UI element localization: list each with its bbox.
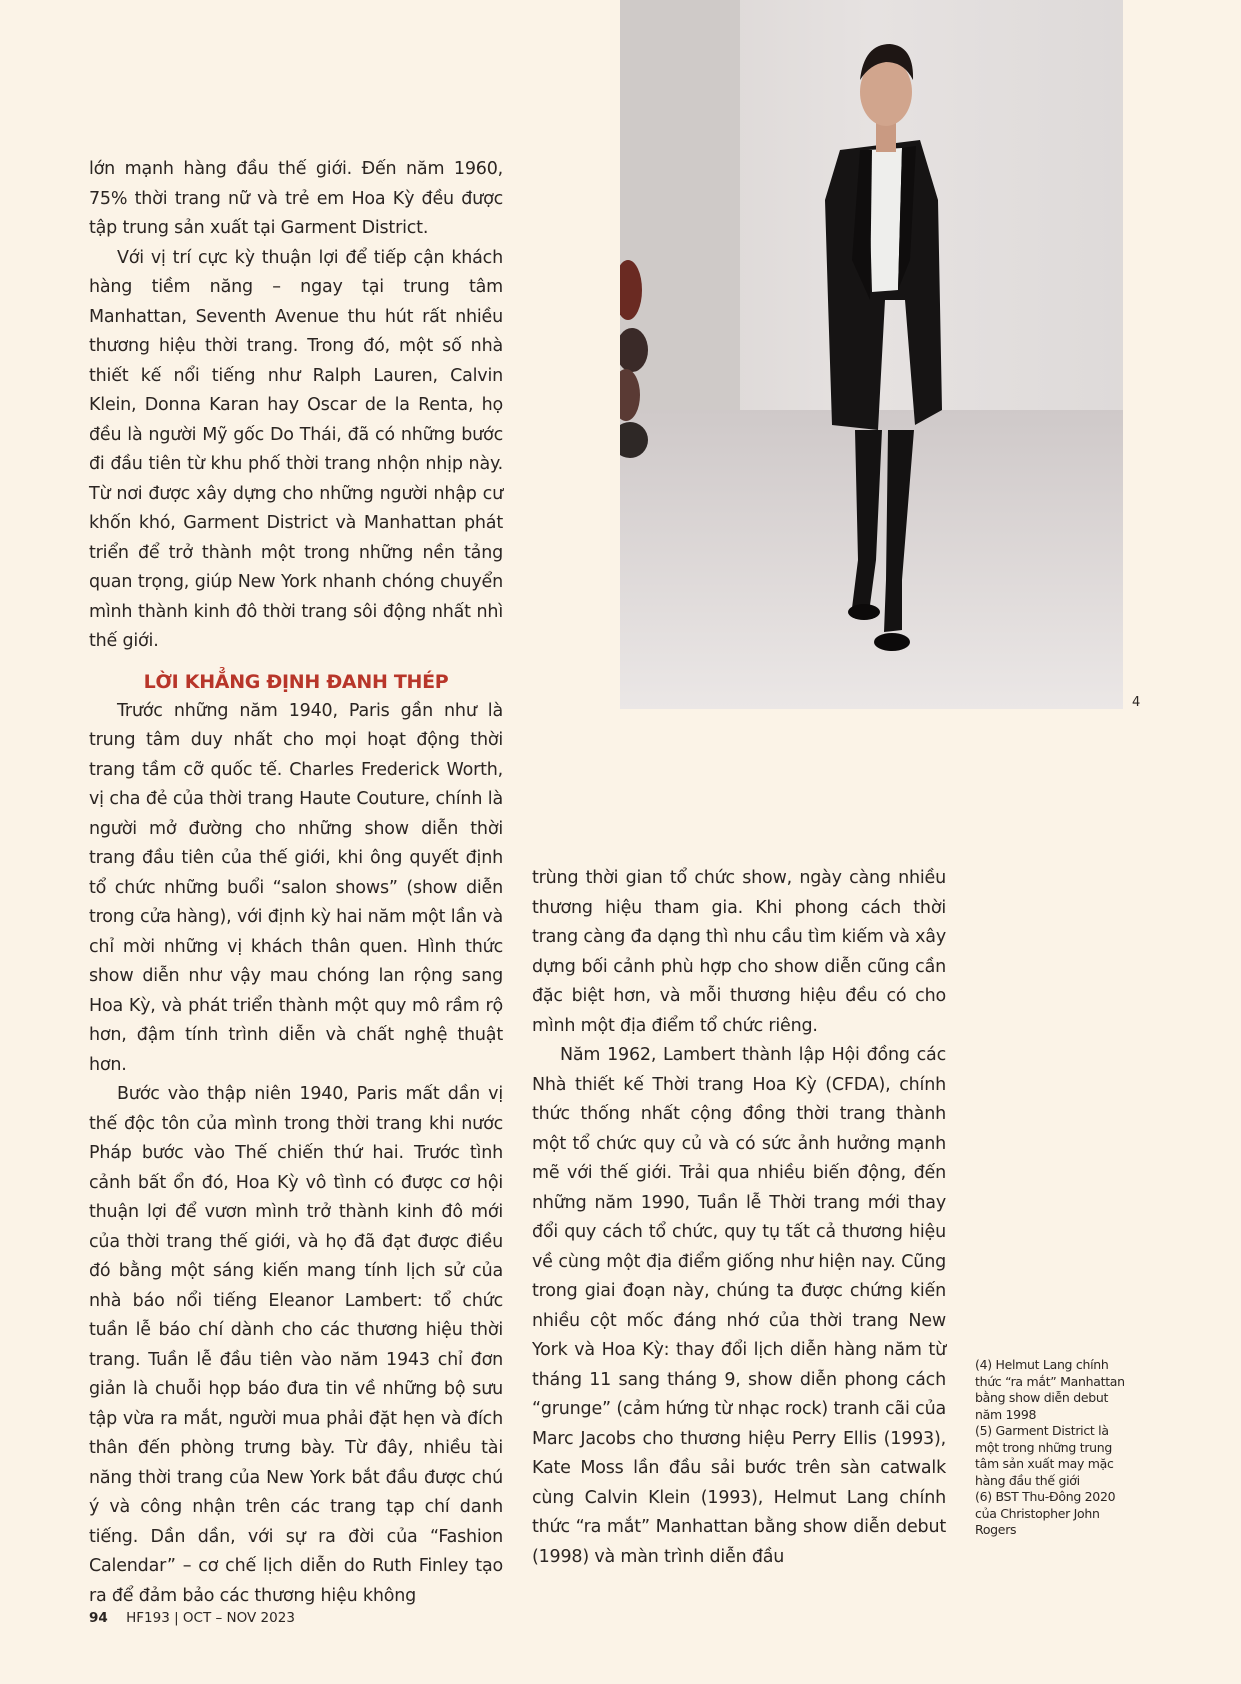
page-footer <box>89 1610 295 1626</box>
article-column-right <box>532 864 946 1572</box>
photo-captions <box>975 1357 1125 1539</box>
runway-photo <box>620 0 1123 709</box>
article-column-left <box>89 155 503 1611</box>
paragraph: trùng thời gian tổ chức show, ngày càng nhiều thương hiệu tham gia. Khi phong cách thời trang càng đa dạng thì nhu cầu tìm kiếm và xây dựng bối cảnh phù hợp cho show diễn cũng cần đặc biệt hơn, và mỗi thương hiệu đều có cho mình một địa điểm tổ chức riêng. <box>532 868 946 1036</box>
photo-number: 4 <box>1132 695 1141 710</box>
paragraph: Bước vào thập niên 1940, Paris mất dần vị thế độc tôn của mình trong thời trang khi nước Pháp bước vào Thế chiến thứ hai. Trước tình cảnh bất ổn đó, Hoa Kỳ vô tình có được cơ hội thuận lợi để vươn mình trở thành kinh đô mới của thời trang thế giới, và họ đã đạt được điều đó bằng một sáng kiến mang tính lịch sử của nhà báo nổi tiếng Eleanor Lambert: tổ chức tuần lễ báo chí dành cho các thương hiệu thời trang. Tuần lễ đầu tiên vào năm 1943 chỉ đơn giản là chuỗi họp báo đưa tin về những bộ sưu tập vừa ra mắt, người mua phải đặt hẹn và đích thân đến phòng trưng bày. Từ đây, nhiều tài năng thời trang của New York bắt đầu được chú ý và công nhận trên các trang tạp chí danh tiếng. Dần dần, với sự ra đời của “Fashion Calendar” – cơ chế lịch diễn do Ruth Finley tạo ra để đảm bảo các thương hiệu không <box>89 1084 503 1606</box>
paragraph: lớn mạnh hàng đầu thế giới. Đến năm 1960, 75% thời trang nữ và trẻ em Hoa Kỳ đều được tập trung sản xuất tại Garment District. <box>89 159 503 238</box>
caption-item: (4) Helmut Lang chính thức “ra mắt” Manhattan bằng show diễn debut năm 1998 <box>975 1357 1125 1422</box>
paragraph: Trước những năm 1940, Paris gần như là trung tâm duy nhất cho mọi hoạt động thời trang tầm cỡ quốc tế. Charles Frederick Worth, vị cha đẻ của thời trang Haute Couture, chính là người mở đường cho những show diễn thời trang đầu tiên của thế giới, khi ông quyết định tổ chức những buổi “salon shows” (show diễn trong cửa hàng), với định kỳ hai năm một lần và chỉ mời những vị khách thân quen. Hình thức show diễn như vậy mau chóng lan rộng sang Hoa Kỳ, và phát triển thành một quy mô rầm rộ hơn, đậm tính trình diễn và chất nghệ thuật hơn. <box>89 700 503 1075</box>
caption-item: (5) Garment District là một trong những trung tâm sản xuất may mặc hàng đầu thế giới <box>975 1423 1114 1488</box>
paragraph: Năm 1962, Lambert thành lập Hội đồng các Nhà thiết kế Thời trang Hoa Kỳ (CFDA), chính thức thống nhất cộng đồng thời trang thành một tổ chức quy củ và có sức ảnh hưởng mạnh mẽ với thế giới. Trải qua nhiều biến động, đến những năm 1990, Tuần lễ Thời trang mới thay đổi quy cách tổ chức, quy tụ tất cả thương hiệu về cùng một địa điểm giống như hiện nay. Cũng trong giai đoạn này, chúng ta được chứng kiến nhiều cột mốc đáng nhớ của thời trang New York và Hoa Kỳ: thay đổi lịch diễn hàng năm từ tháng 11 sang tháng 9, show diễn phong cách “grunge” (cảm hứng từ nhạc rock) tranh cãi của Marc Jacobs cho thương hiệu Perry Ellis (1993), Kate Moss lần đầu sải bước trên sàn catwalk cùng Calvin Klein (1993), Helmut Lang chính thức “ra mắt” Manhattan bằng show diễn debut (1998) và màn trình diễn đầu <box>532 1045 946 1567</box>
page-number: 94 <box>89 1610 108 1626</box>
paragraph: Với vị trí cực kỳ thuận lợi để tiếp cận khách hàng tiềm năng – ngay tại trung tâm Manhattan, Seventh Avenue thu hút rất nhiều thương hiệu thời trang. Trong đó, một số nhà thiết kế nổi tiếng như Ralph Lauren, Calvin Klein, Donna Karan hay Oscar de la Renta, họ đều là người Mỹ gốc Do Thái, đã có những bước đi đầu tiên từ khu phố thời trang nhộn nhịp này. Từ nơi được xây dựng cho những người nhập cư khốn khó, Garment District và Manhattan phát triển để trở thành một trong những nền tảng quan trọng, giúp New York nhanh chóng chuyển mình thành kinh đô thời trang sôi động nhất nhì thế giới. <box>89 247 503 651</box>
caption-item: (6) BST Thu-Đông 2020 của Christopher John Rogers <box>975 1489 1116 1537</box>
section-heading: LỜI KHẲNG ĐỊNH ĐANH THÉP <box>143 670 449 693</box>
issue-label: HF193 | OCT – NOV 2023 <box>126 1610 295 1626</box>
